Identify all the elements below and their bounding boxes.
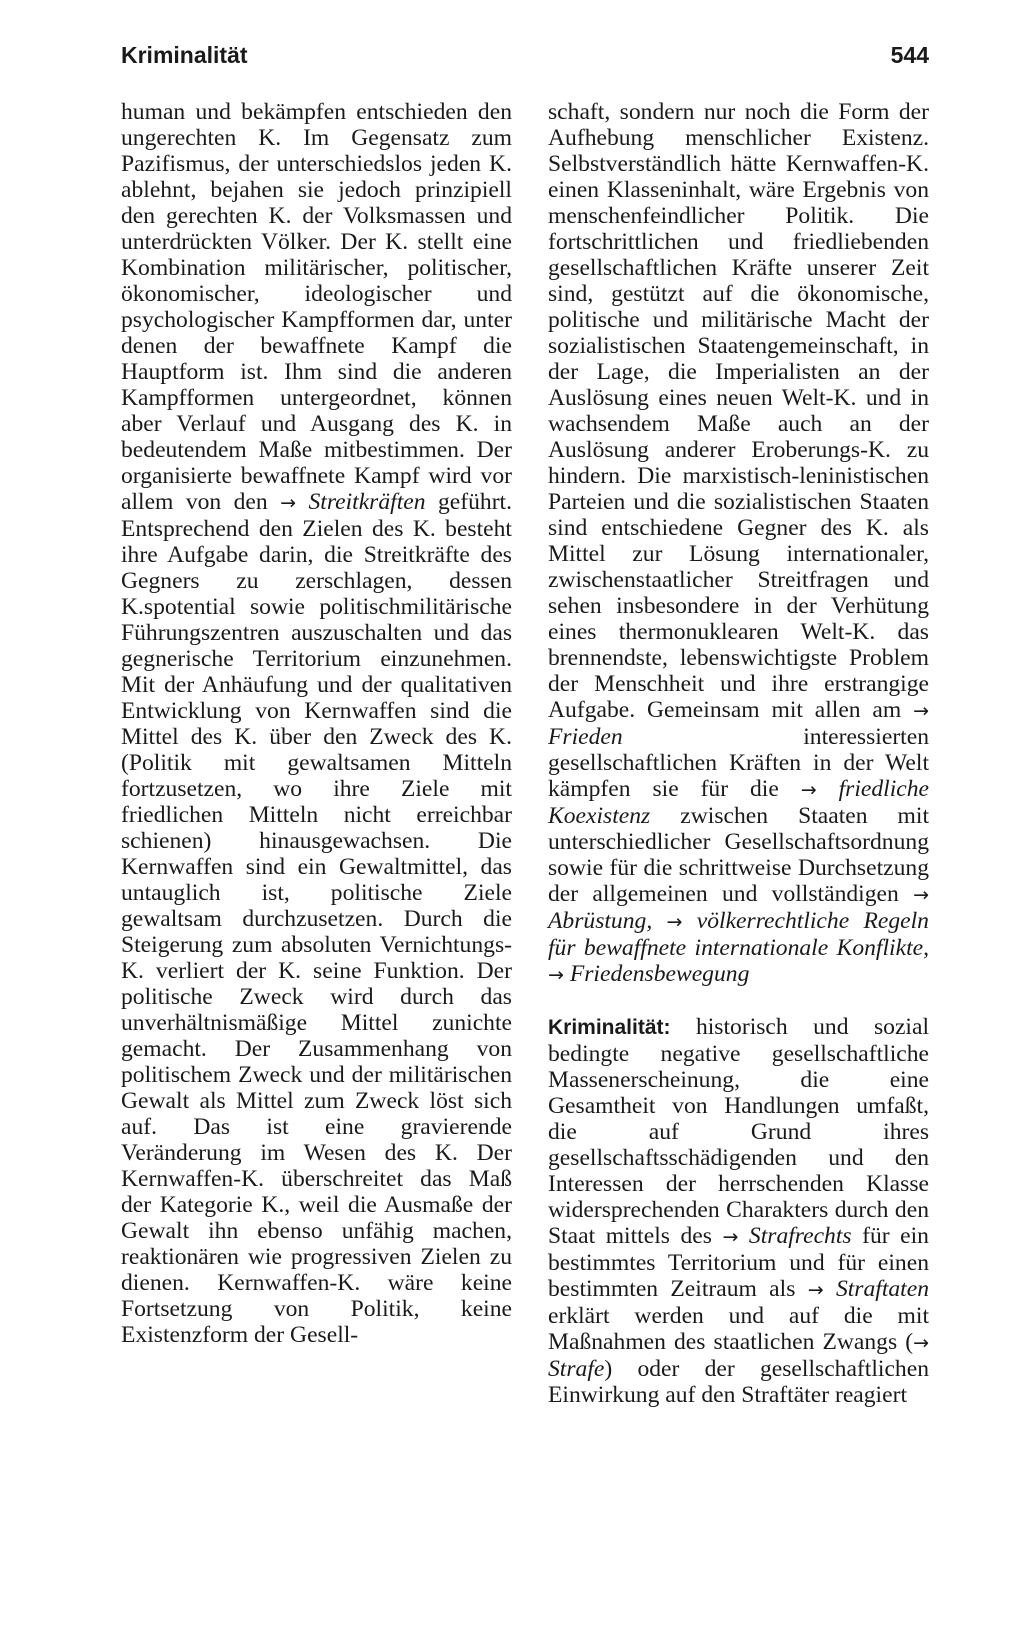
cross-reference-strafe[interactable]: Strafe <box>548 1356 605 1382</box>
entry-text-4: ) oder der gesellschaftlichen Einwirkung auf den Straftäter reagiert <box>548 1356 929 1408</box>
cross-reference-arrow: → <box>913 700 929 722</box>
running-title: Kriminalität <box>121 42 248 68</box>
left-column-text <box>121 99 512 1348</box>
continuation-text-2: interessierten gesellschaftlichen Kräften in der Welt kämpfen sie für die <box>548 724 929 802</box>
entry-text-2: für ein bestimmtes Territorium und für einen bestimmten Zeitraum als <box>548 1223 929 1302</box>
left-text-part-2: geführt. Entsprechend den Zielen des K. besteht ihre Aufgabe darin, die Streitkräfte des Gegners zu zerschlagen, dessen K.spotential sowie politischmilitärische Führungszentren auszuschalten und das gegnerische Territorium einzunehmen. Mit der Anhäufung und der qualitativen Entwicklung von Kernwaffen sind die Mittel des K. über den Zweck des K. (Politik mit gewaltsamen Mitteln fortzusetzen, wo ihre Ziele mit friedlichen Mitteln nicht erreichbar schienen) hinausgewachsen. Die Kernwaffen sind ein Gewaltmittel, das untauglich ist, politische Ziele gewaltsam durchzusetzen. Durch die Steigerung zum absoluten Vernichtungs-K. verliert der K. seine Funktion. Der politische Zweck wird durch das unverhältnismäßige Mittel zunichte gemacht. Der Zusammenhang von politischem Zweck und der militärischen Gewalt als Mittel zum Zweck löst sich auf. Das ist eine gravierende Veränderung im Wesen des K. Der Kernwaffen-K. überschreitet das Maß der Kategorie K., weil die Ausmaße der Gewalt ihn ebenso unfähig machen, reaktionären wie progressiven Zielen zu dienen. Kernwaffen-K. wäre keine Fortsetzung von Politik, keine Existenzform der Gesell- <box>121 489 512 1348</box>
cross-reference-straftaten[interactable]: Straftaten <box>835 1276 929 1302</box>
cross-reference-arrow: → <box>913 884 929 906</box>
cross-reference-arrow: → <box>800 779 817 801</box>
cross-reference-voelkerrecht[interactable]: völkerrechtliche Regeln für bewaffnete internationale Konflikte, <box>548 908 929 961</box>
entry-text-3: erklärt werden und auf die mit Maßnahmen des staatlichen Zwangs ( <box>548 1303 929 1355</box>
page-number: 544 <box>890 42 929 68</box>
left-text-part-1: human und bekämpfen entschieden den ungerechten K. Im Gegensatz zum Pazifismus, der unterschiedslos jeden K. ablehnt, bejahen sie jedoch prinzipiell den gerechten K. der Volksmassen und unterdrückten Völker. Der K. stellt eine Kombination militärischer, politischer, ökonomischer, ideologischer und psychologischer Kampfformen dar, unter denen der bewaffnete Kampf die Hauptform ist. Ihm sind die anderen Kampfformen untergeordnet, können aber Verlauf und Ausgang des K. in bedeutendem Maße mitbestimmen. Der organisierte bewaffnete Kampf wird vor allem von den <box>121 99 512 515</box>
page-header <box>121 42 929 82</box>
continuation-text-1: schaft, sondern nur noch die Form der Aufhebung menschlicher Existenz. Selbstverständlich hätte Kernwaffen-K. einen Klasseninhalt, wäre Ergebnis von menschenfeindlicher Politik. Die fortschrittlichen und friedliebenden gesellschaftlichen Kräfte unserer Zeit sind, gestützt auf die ökonomische, politische und militärische Macht der sozialistischen Staatengemeinschaft, in der Lage, die Imperialisten an der Auslösung eines neuen Welt-K. und in wachsendem Maße auch an der Auslösung anderer Eroberungs-K. zu hindern. Die marxistisch-leninistischen Parteien und die sozialistischen Staaten sind entschiedene Gegner des K. als Mittel zur Lösung internationaler, zwischenstaatlicher Streitfragen und sehen insbesondere in der Verhütung eines thermonuklearen Welt-K. das brennendste, lebenswichtigste Problem der Menschheit und ihre erstrangige Aufgabe. Gemeinsam mit allen am <box>548 99 929 723</box>
cross-reference-streitkraeften[interactable]: Streitkräften <box>308 489 426 515</box>
cross-reference-arrow: → <box>722 1226 739 1248</box>
cross-reference-arrow: → <box>913 1332 929 1354</box>
cross-reference-arrow: → <box>807 1279 824 1301</box>
cross-reference-arrow: → <box>280 492 297 514</box>
continuation-text-3: zwischen Staaten mit unterschiedlicher Gesellschaftsordnung sowie für die schrittweise Durchsetzung der allgemeinen und vollständigen <box>548 803 929 907</box>
right-column <box>548 99 929 1408</box>
cross-reference-arrow: → <box>548 964 564 986</box>
entry-kriminalitaet <box>548 1014 929 1408</box>
left-column <box>121 99 512 1348</box>
cross-reference-abruestung[interactable]: Abrüstung, <box>548 908 653 934</box>
cross-reference-strafrechts[interactable]: Strafrechts <box>748 1223 852 1249</box>
entry-text-1: historisch und sozial bedingte negative gesellschaftliche Massenerscheinung, die eine Gesamtheit von Handlungen umfaßt, die auf Grund ihres gesellschaftsschädigenden und den Interessen der herrschenden Klasse widersprechenden Charakters durch den Staat mittels des <box>548 1014 929 1249</box>
cross-reference-friedliche-koexistenz[interactable]: friedliche Koexistenz <box>548 776 929 829</box>
entry-term: Kriminalität: <box>548 1016 671 1039</box>
cross-reference-arrow: → <box>666 911 683 933</box>
cross-reference-frieden[interactable]: Frieden <box>548 724 623 750</box>
cross-reference-friedensbewegung[interactable]: Friedensbewegung <box>569 961 750 987</box>
continuation-paragraph <box>548 99 929 988</box>
